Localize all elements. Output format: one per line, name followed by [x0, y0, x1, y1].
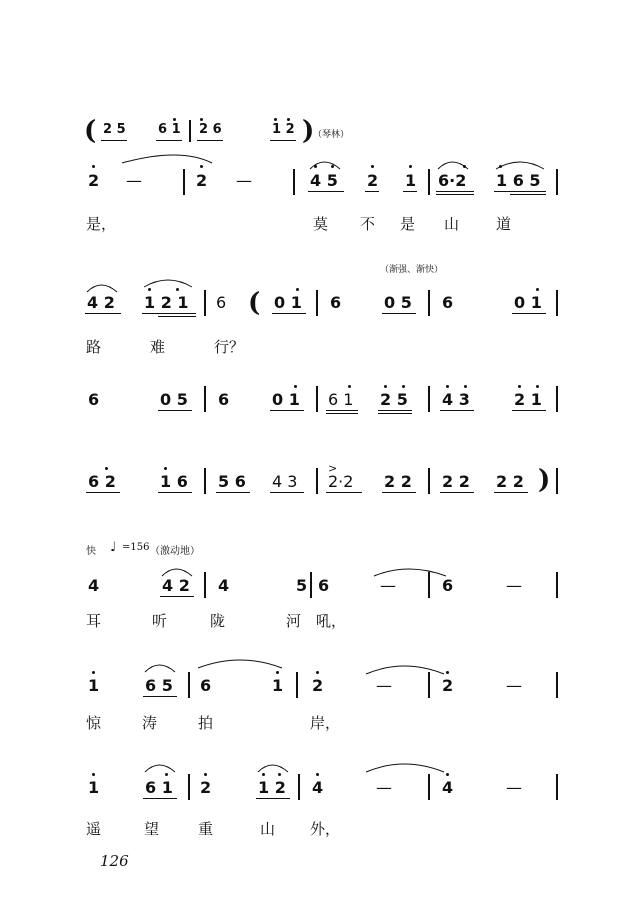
lyric: 吼， — [316, 612, 347, 630]
close-paren: ) — [538, 465, 551, 495]
open-paren: ( — [248, 288, 261, 318]
tie-arc — [120, 151, 240, 165]
open-paren: ( — [84, 116, 97, 146]
note-group: 6 1 — [328, 390, 354, 409]
quarter-note-icon: ♩ — [110, 540, 117, 555]
note-group: 2 1 — [514, 390, 542, 409]
lyric: 惊 — [86, 714, 102, 732]
note-group: 2·2 — [328, 472, 354, 491]
note-group: 2 5 — [380, 390, 408, 409]
slur-arc — [143, 760, 183, 774]
note: 4 — [312, 778, 324, 797]
note-group: 1 2 1 — [144, 293, 189, 312]
lyric: 路 — [86, 338, 102, 356]
lyric: 是 — [400, 215, 416, 233]
lyric: 遥 — [86, 820, 102, 838]
note: 1 — [88, 676, 100, 695]
note-group: 1 2 — [272, 122, 295, 137]
system-5 — [0, 462, 640, 502]
dash: — — [236, 171, 252, 190]
slur-arc — [85, 280, 125, 294]
lyric: 难 — [150, 338, 166, 356]
note-group: 4 3 — [272, 472, 298, 491]
dash: — — [506, 676, 522, 695]
lyric: 是， — [86, 215, 117, 233]
tie-arc — [364, 662, 454, 676]
note: 6 — [200, 676, 212, 695]
tempo-value: =156 — [122, 542, 150, 553]
note-group: 0 1 — [274, 293, 302, 312]
lyric: 山 — [444, 215, 460, 233]
accent-mark: > — [328, 462, 338, 475]
dash: — — [506, 576, 522, 595]
note: 2 — [88, 171, 100, 190]
close-paren: ) — [302, 116, 315, 146]
slur-arc — [308, 157, 348, 171]
lyric: 河 — [286, 612, 302, 630]
slur-arc — [256, 760, 296, 774]
note-group: 4 2 — [162, 576, 190, 595]
note-group: 6 5 — [145, 676, 173, 695]
note-group: 2 2 — [384, 472, 412, 491]
slur-arc — [143, 660, 183, 674]
lyric: 行？ — [214, 338, 245, 356]
note: 1 — [88, 778, 100, 797]
page-number: 126 — [100, 852, 129, 870]
note-group: 2 2 — [496, 472, 524, 491]
note: 6 — [442, 576, 454, 595]
tempo-label: 快 — [86, 546, 96, 557]
note-group: 2 6 — [199, 122, 222, 137]
lyric: 外， — [310, 820, 341, 838]
slur-arc — [436, 157, 476, 171]
lyric: 不 — [360, 215, 376, 233]
lyric: 岸， — [310, 714, 341, 732]
note: 6 — [218, 390, 230, 409]
note: 1 — [272, 676, 284, 695]
note-group: 2 5 — [103, 122, 126, 137]
dash: — — [506, 778, 522, 797]
note: 5 — [296, 576, 308, 595]
note-group: 2 2 — [442, 472, 470, 491]
lyric: 拍 — [198, 714, 214, 732]
system-6 — [0, 566, 640, 636]
note: 6 — [216, 293, 227, 312]
note: 6 — [442, 293, 454, 312]
dash: — — [380, 576, 396, 595]
note-group: 1 2 — [258, 778, 286, 797]
system-3 — [0, 262, 640, 357]
system-2 — [0, 155, 640, 235]
system-4 — [0, 380, 640, 420]
system-7 — [0, 660, 640, 740]
note-group: 6 2 — [88, 472, 116, 491]
note-group: 0 5 — [160, 390, 188, 409]
lyric: 听 — [152, 612, 168, 630]
note: 2 — [196, 171, 208, 190]
note: 2 — [200, 778, 212, 797]
note-group: 1 6 5 — [496, 171, 541, 190]
dash: — — [376, 676, 392, 695]
note-group: 0 5 — [384, 293, 412, 312]
system-8 — [0, 756, 640, 846]
tie-arc — [196, 656, 296, 670]
tie-arc — [364, 760, 454, 774]
lyric: 耳 — [86, 612, 102, 630]
slur-arc — [142, 275, 202, 289]
note-group: 6 1 — [158, 122, 181, 137]
lyric: 重 — [198, 820, 214, 838]
note-group: 0 1 — [272, 390, 300, 409]
lyric: 道 — [496, 215, 512, 233]
note: 4 — [218, 576, 230, 595]
note: 6 — [318, 576, 330, 595]
tempo-marking — [0, 540, 640, 560]
note-group: 0 1 — [514, 293, 542, 312]
note: 4 — [88, 576, 100, 595]
lyric: 莫 — [313, 215, 329, 233]
lyric: 陇 — [210, 612, 226, 630]
note: 6 — [330, 293, 342, 312]
dash: — — [126, 171, 142, 190]
note: 2 — [367, 171, 379, 190]
note: 1 — [405, 171, 417, 190]
note-group: 4 5 — [310, 171, 338, 190]
note-group: 6 1 — [145, 778, 173, 797]
annotation: （琴林） — [313, 130, 350, 140]
note-group: 1 6 — [160, 472, 188, 491]
note-group: 4 3 — [442, 390, 470, 409]
lyric: 涛 — [142, 714, 158, 732]
lyric: 山 — [260, 820, 276, 838]
note: 6 — [88, 390, 100, 409]
note-group: 6·2 — [438, 171, 467, 190]
dash: — — [376, 778, 392, 797]
tempo-expression: （激动地） — [150, 546, 200, 557]
system-1 — [0, 118, 640, 148]
lyric: 望 — [144, 820, 160, 838]
slur-arc — [494, 157, 554, 171]
note: 2 — [312, 676, 324, 695]
note-group: 5 6 — [218, 472, 246, 491]
note-group: 4 2 — [87, 293, 115, 312]
annotation: （渐强、渐快） — [380, 265, 444, 275]
note: 2 — [442, 676, 454, 695]
note: 4 — [442, 778, 454, 797]
